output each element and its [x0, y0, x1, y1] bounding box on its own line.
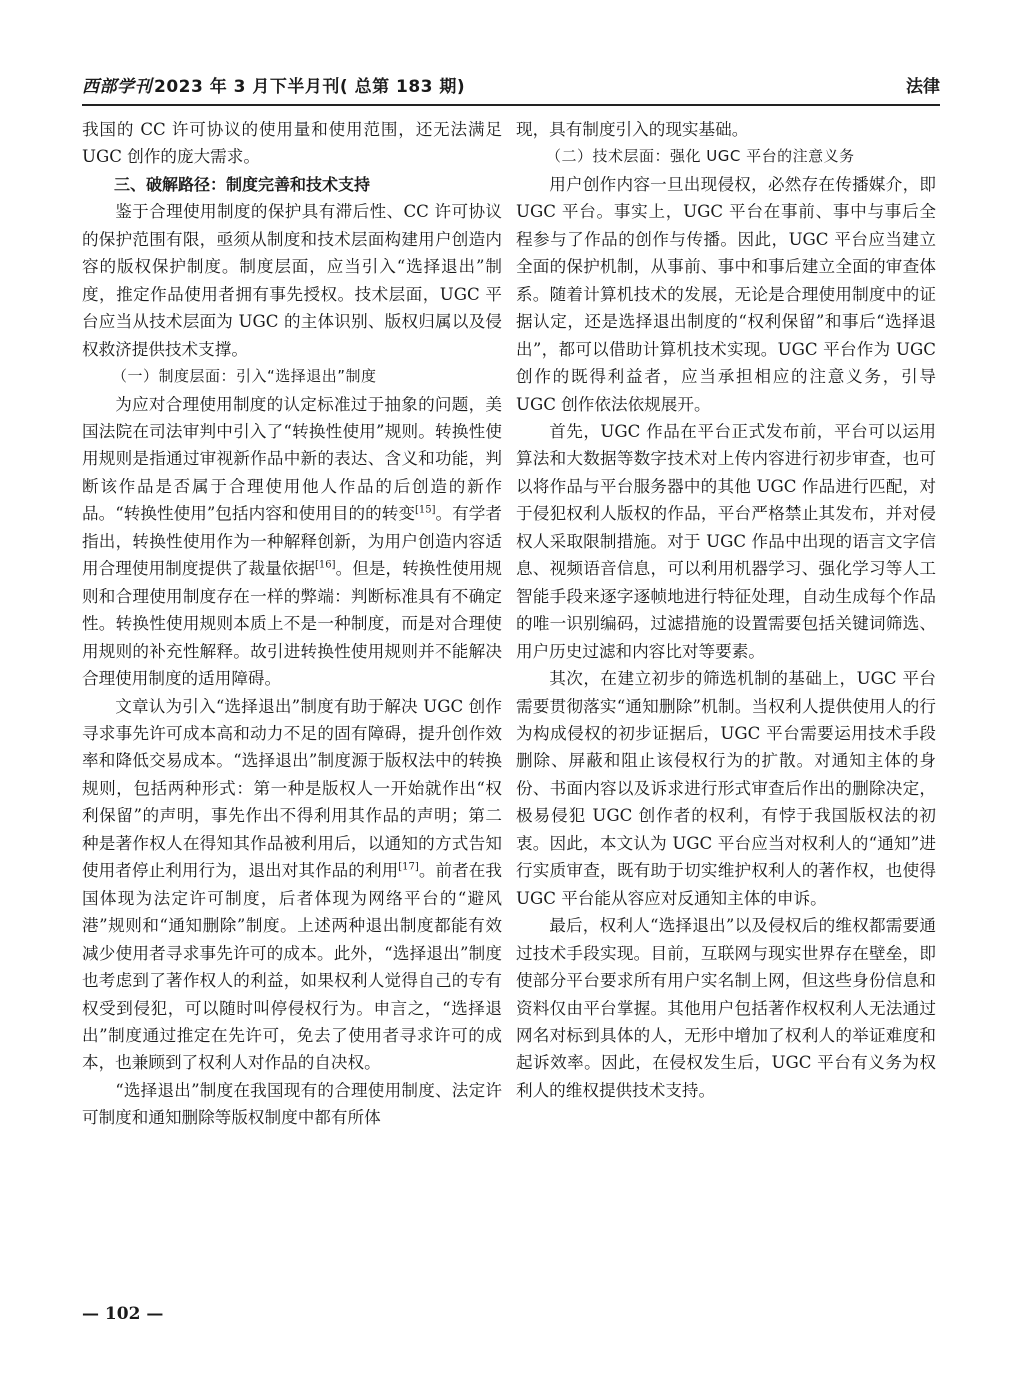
- subsection-heading: （一）制度层面：引入“选择退出”制度: [112, 367, 377, 386]
- section-heading: 三、破解路径：制度完善和技术支持: [114, 174, 371, 194]
- page-number: — 102 —: [82, 1304, 164, 1324]
- issue-info: 2023 年 3 月下半月刊( 总第 183 期): [154, 77, 466, 97]
- journal-logo: 西部学刊: [82, 77, 152, 97]
- citation-ref: [15]: [414, 504, 436, 516]
- paragraph-continued: 我国的 CC 许可协议的使用量和使用范围，还无法满足 UGC 创作的庞大需求。: [82, 120, 502, 167]
- paragraph-continued: 现，具有制度引入的现实基础。: [516, 120, 749, 139]
- running-header: [82, 68, 940, 106]
- paragraph: 最后，权利人“选择退出”以及侵权后的维权都需要通过技术手段实现。目前，互联网与现实世界存在壁垒，即使部分平台要求所有用户实名制上网，但这些身份信息和资料仅由平台掌握。其他用户包括著作权权利人无法通过网名对标到具体的人，无形中增加了权利人的举证难度和起诉效率。因此，在侵权发生后，UGC 平台有义务为权利人的维权提供技术支持。: [516, 916, 936, 1100]
- paragraph: “选择退出”制度在我国现有的合理使用制度、法定许可制度和通知删除等版权制度中都有所体: [82, 1080, 502, 1128]
- paragraph: 鉴于合理使用制度的保护具有滞后性、CC 许可协议的保护范围有限，亟须从制度和技术层面构建用户创造内容的版权保护制度。制度层面，应当引入“选择退出”制度，推定作品使用者拥有事先授权。技术层面，UGC 平台应当从技术层面为 UGC 的主体识别、版权归属以及侵权救济提供技术支撑。: [82, 202, 502, 359]
- text: 为应对合理使用制度的认定标准过于抽象的问题，美国法院在司法审判中引入了“转换性使用”规则。转换性使用规则是指通过审视新作品中新的表达、含义和功能，判断该作品是否属于合理使用他人作品的后创造的新作品。“转换性使用”包括内容和使用目的的转变: [82, 394, 502, 524]
- paragraph: 首先，UGC 作品在平台正式发布前，平台可以运用算法和大数据等数字技术对上传内容进行初步审查，也可以将作品与平台服务器中的其他 UGC 作品进行匹配，对于侵犯权利人版权的作品，平台严格禁止其发布，并对侵权人采取限制措施。对于 UGC 作品中出现的语言文字信息、视频语音信息，可以利用机器学习、强化学习等人工智能手段来逐字逐帧地进行特征处理，自动生成每个作品的唯一识别编码，过滤措施的设置需要包括关键词筛选、用户历史过滤和内容比对等要素。: [516, 421, 936, 661]
- text: 。有学者指出，转换性使用作为一种解释创新，为用户创造内容适用合理使用制度提供了裁量依据: [82, 504, 503, 579]
- text: 。前者在我国体现为法定许可制度，后者体现为网络平台的“避风港”规则和“通知删除”制度。上述两种退出制度都能有效减少使用者寻求事先许可的成本。此外，“选择退出”制度也考虑到了著作权人的利益，如果权利人觉得自己的专有权受到侵犯，可以随时叫停侵权行为。申言之，“选择退出”制度通过推定在先许可，免去了使用者寻求许可的成本，也兼顾到了权利人对作品的自决权。: [82, 861, 503, 1073]
- citation-ref: [16]: [315, 559, 336, 571]
- paragraph: 其次，在建立初步的筛选机制的基础上，UGC 平台需要贯彻落实“通知删除”机制。当权利人提供使用人的行为构成侵权的初步证据后，UGC 平台需要运用技术手段删除、屏蔽和阻止该侵权行为的扩散。对通知主体的身份、书面内容以及诉求进行形式审查后作出的删除决定，极易侵犯 UGC 创作者的权利，有悖于我国版权法的初衷。因此，本文认为 UGC 平台应当对权利人的“通知”进行实质审查，既有助于切实维护权利人的著作权，也使得 UGC 平台能从容应对反通知主体的申诉。: [516, 669, 936, 908]
- paragraph: 用户创作内容一旦出现侵权，必然存在传播媒介，即 UGC 平台。事实上，UGC 平台在事前、事中与事后全程参与了作品的创作与传播。因此，UGC 平台应当建立全面的保护机制，从事前、事中和事后建立全面的审查体系。随着计算机技术的发展，无论是合理使用制度中的证据认定，还是选择退出制度的“权利保留”和事后“选择退出”，都可以借助计算机技术实现。UGC 平台作为 UGC 创作的既得利益者，应当承担相应的注意义务，引导 UGC 创作依法依规展开。: [516, 174, 936, 414]
- text: 文章认为引入“选择退出”制度有助于解决 UGC 创作寻求事先许可成本高和动力不足的固有障碍，提升创作效率和降低交易成本。“选择退出”制度源于版权法中的转换规则，包括两种形式：第一种是版权人一开始就作出“权利保留”的声明，事先作出不得利用其作品的声明；第二种是著作权人在得知其作品被利用后，以通知的方式告知使用者停止利用行为，退出对其作品的利用: [82, 696, 502, 881]
- paragraph: [82, 391, 502, 693]
- subsection-heading: （二）技术层面：强化 UGC 平台的注意义务: [546, 147, 855, 166]
- header-journal-issue: [82, 72, 465, 97]
- right-column: [516, 116, 936, 1104]
- citation-ref: [17]: [398, 861, 419, 873]
- paragraph: [82, 693, 502, 1077]
- left-column: [82, 116, 502, 1132]
- section-label: 法律: [906, 77, 940, 97]
- text: 。但是，转换性使用规则和合理使用制度存在一样的弊端：判断标准具有不确定性。转换性使用规则本质上不是一种制度，而是对合理使用规则的补充性解释。故引进转换性使用规则并不能解决合理使用制度的适用障碍。: [82, 559, 503, 689]
